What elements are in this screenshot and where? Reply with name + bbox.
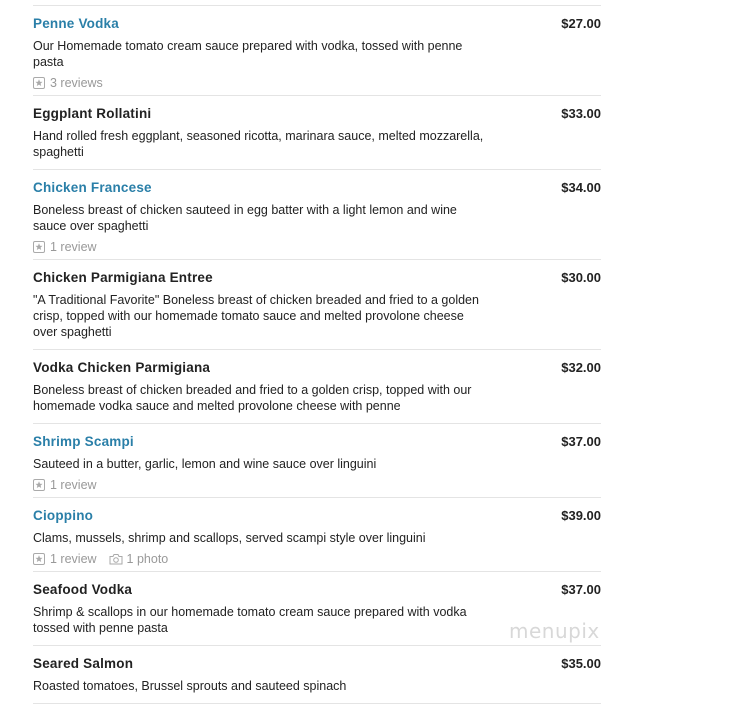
item-name-link[interactable]: Penne Vodka (33, 16, 119, 31)
item-price: $39.00 (561, 508, 601, 523)
item-meta (33, 552, 601, 566)
item-name: Chicken Parmigiana Entree (33, 270, 213, 285)
item-description: Hand rolled fresh eggplant, seasoned ricotta, marinara sauce, melted mozzarella, spaghetti (33, 129, 484, 159)
reviews-link[interactable] (33, 76, 103, 90)
menu-item-chicken-francese (33, 170, 601, 260)
star-badge-icon (33, 77, 45, 89)
item-name-link[interactable]: Chicken Francese (33, 180, 152, 195)
item-meta (33, 76, 601, 90)
item-description: Clams, mussels, shrimp and scallops, served scampi style over linguini (33, 531, 426, 545)
item-description: Shrimp & scallops in our homemade tomato cream sauce prepared with vodka tossed with penne pasta (33, 605, 467, 635)
star-badge-icon (33, 553, 45, 565)
item-meta (33, 478, 601, 492)
item-price: $37.00 (561, 434, 601, 449)
menu-list (33, 5, 601, 704)
item-description: Boneless breast of chicken breaded and fried to a golden crisp, topped with our homemade vodka sauce and melted provolone cheese with penne (33, 383, 472, 413)
menu-item-penne-vodka (33, 6, 601, 96)
item-name-link[interactable]: Shrimp Scampi (33, 434, 134, 449)
item-name: Vodka Chicken Parmigiana (33, 360, 211, 375)
item-price: $30.00 (561, 270, 601, 285)
menu-item-cioppino (33, 498, 601, 572)
reviews-count: 1 review (50, 552, 97, 566)
item-name-link[interactable]: Cioppino (33, 508, 94, 523)
menupix-watermark: menupix (509, 619, 600, 643)
reviews-count: 3 reviews (50, 76, 103, 90)
star-badge-icon (33, 479, 45, 491)
item-price: $27.00 (561, 16, 601, 31)
menu-item-eggplant-rollatini (33, 96, 601, 170)
star-badge-icon (33, 241, 45, 253)
reviews-link[interactable] (33, 478, 97, 492)
item-meta (33, 240, 601, 254)
reviews-count: 1 review (50, 240, 97, 254)
item-description: Our Homemade tomato cream sauce prepared with vodka, tossed with penne pasta (33, 39, 463, 69)
camera-icon (109, 553, 123, 565)
item-price: $33.00 (561, 106, 601, 121)
reviews-link[interactable] (33, 240, 97, 254)
item-price: $37.00 (561, 582, 601, 597)
menu-item-seared-salmon (33, 646, 601, 704)
item-name: Seafood Vodka (33, 582, 133, 597)
item-price: $35.00 (561, 656, 601, 671)
menu-item-vodka-chicken-parmigiana (33, 350, 601, 424)
item-description: Roasted tomatoes, Brussel sprouts and sauteed spinach (33, 679, 347, 693)
menu-item-shrimp-scampi (33, 424, 601, 498)
item-description: Boneless breast of chicken sauteed in egg batter with a light lemon and wine sauce over spaghetti (33, 203, 457, 233)
item-description: "A Traditional Favorite" Boneless breast of chicken breaded and fried to a golden crisp, topped with our homemade tomato sauce and melted provolone cheese over spaghetti (33, 293, 479, 339)
item-name: Eggplant Rollatini (33, 106, 152, 121)
reviews-link[interactable] (33, 552, 97, 566)
photos-link[interactable] (109, 552, 169, 566)
item-name: Seared Salmon (33, 656, 134, 671)
photos-count: 1 photo (126, 552, 169, 566)
item-price: $32.00 (561, 360, 601, 375)
item-price: $34.00 (561, 180, 601, 195)
menu-item-chicken-parmigiana-entree (33, 260, 601, 350)
reviews-count: 1 review (50, 478, 97, 492)
item-description: Sauteed in a butter, garlic, lemon and wine sauce over linguini (33, 457, 377, 471)
